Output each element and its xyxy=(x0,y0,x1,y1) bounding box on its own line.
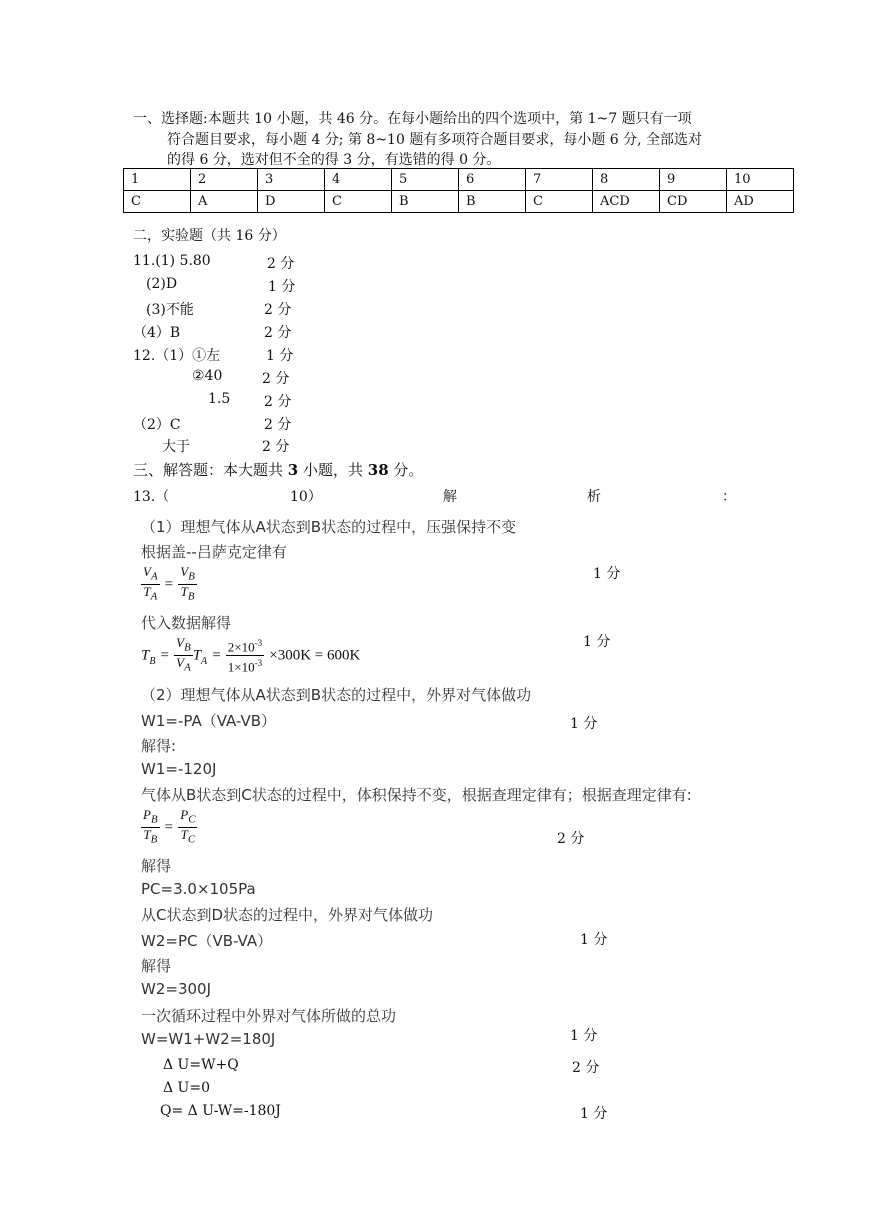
solution-line-p3: 代入数据解得 xyxy=(141,614,232,632)
score-s2: 1 分 xyxy=(583,634,611,650)
formula-gay-lussac: $\frac{V_A}{T_A}$ = $\frac{V_B}{T_B}$ xyxy=(143,564,195,603)
solution-line-p4: （2）理想气体从A状态到B状态的过程中，外界对气体做功 xyxy=(141,686,532,704)
score-s4: 2 分 xyxy=(557,831,585,847)
solution-line-p14: W2=300J xyxy=(141,980,211,998)
solution-line-p17: Δ U=W+Q xyxy=(163,1057,239,1073)
solution-line-p5: W1=-PA（VA-VB） xyxy=(141,712,277,730)
solution-line-p12: W2=PC（VB-VA） xyxy=(141,932,273,950)
table-cell: AD xyxy=(727,191,794,213)
table-cell: C xyxy=(124,191,191,213)
solution-line-p16: W=W1+W2=180J xyxy=(141,1030,276,1048)
table-cell: CD xyxy=(660,191,727,213)
solution-line-p18: Δ U=0 xyxy=(163,1080,210,1096)
q11-2-label: (2)D xyxy=(146,276,178,292)
solution-line-p19: Q= Δ U-W=-180J xyxy=(160,1103,281,1119)
q11-1-score: 2 分 xyxy=(267,256,295,272)
section1-line3: 的得 6 分，选对但不全的得 3 分，有选错的得 0 分。 xyxy=(167,152,501,168)
table-cell: C xyxy=(325,191,392,213)
table-cell: 4 xyxy=(325,169,392,191)
table-cell: 6 xyxy=(459,169,526,191)
section1-line2: 符合题目要求，每小题 4 分; 第 8~10 题有多项符合题目要求，每小题 6 分, 全部选对 xyxy=(167,132,703,148)
solution-line-p11: 从C状态到D状态的过程中，外界对气体做功 xyxy=(141,906,434,924)
table-row-numbers xyxy=(124,169,794,191)
q12-1-score: 1 分 xyxy=(266,348,294,364)
table-cell: 3 xyxy=(258,169,325,191)
score-s1: 1 分 xyxy=(593,566,621,582)
table-row-answers xyxy=(124,191,794,213)
table-cell: 7 xyxy=(526,169,593,191)
table-cell: 9 xyxy=(660,169,727,191)
q12-1b-label: ②40 xyxy=(192,368,223,384)
solution-line-p10: PC=3.0×105Pa xyxy=(141,880,256,898)
q11-4-score: 2 分 xyxy=(264,325,292,341)
section3-title: 三、解答题：本大题共 3 小题，共 38 分。 xyxy=(133,461,424,479)
section2-title: 二，实验题（共 16 分） xyxy=(133,228,286,244)
formula-charles: $\frac{P_B}{T_B}$ = $\frac{P_C}{T_C}$ xyxy=(143,807,196,846)
table-cell: 8 xyxy=(593,169,660,191)
table-cell: 1 xyxy=(124,169,191,191)
q12-2-label: （2）C xyxy=(133,417,181,433)
q12-2-score: 2 分 xyxy=(264,417,292,433)
q12-1b-score: 2 分 xyxy=(262,371,290,387)
q12-2b-score: 2 分 xyxy=(262,439,290,455)
table-cell: 10 xyxy=(727,169,794,191)
score-s3: 1 分 xyxy=(570,716,598,732)
q11-4-label: （4）B xyxy=(133,325,181,341)
q12-1c-score: 2 分 xyxy=(264,394,292,410)
q13-colon: ： xyxy=(722,489,736,505)
score-s5: 1 分 xyxy=(580,932,608,948)
solution-line-p13: 解得 xyxy=(141,957,172,975)
table-cell: C xyxy=(526,191,593,213)
table-cell: B xyxy=(459,191,526,213)
solution-line-p2: 根据盖--吕萨克定律有 xyxy=(141,543,287,561)
score-s8: 1 分 xyxy=(580,1106,608,1122)
q11-1-label: 11.(1) 5.80 xyxy=(133,253,211,269)
solution-line-p6: 解得: xyxy=(141,737,177,755)
q13-xi: 析 xyxy=(587,489,601,505)
solution-line-p9: 解得 xyxy=(141,857,172,875)
q12-2b-label: 大于 xyxy=(162,439,190,455)
score-s6: 1 分 xyxy=(570,1028,598,1044)
solution-line-p8: 气体从B状态到C状态的过程中，体积保持不变，根据查理定律有；根据查理定律有: xyxy=(141,786,692,804)
formula-tb-result: $T_B$ = $\frac{V_B}{V_A}$ $T_A$ = $\frac{2\times 10^{-3}}{1\times 10^{-3}}$ ×300K = 600K xyxy=(141,635,361,674)
score-s7: 2 分 xyxy=(572,1060,600,1076)
table-cell: D xyxy=(258,191,325,213)
table-cell: 2 xyxy=(191,169,258,191)
answer-table xyxy=(123,168,794,213)
q11-3-score: 2 分 xyxy=(264,302,292,318)
q12-1-label: 12.（1）①左 xyxy=(133,348,221,364)
table-cell: B xyxy=(392,191,459,213)
q11-2-score: 1 分 xyxy=(268,279,296,295)
table-cell: A xyxy=(191,191,258,213)
solution-line-p1: （1）理想气体从A状态到B状态的过程中，压强保持不变 xyxy=(141,518,517,536)
q11-3-label: (3)不能 xyxy=(146,302,194,318)
section1-line1: 一、选择题:本题共 10 小题，共 46 分。在每小题给出的四个选项中，第 1~7 题只有一项 xyxy=(133,111,692,127)
table-cell: 5 xyxy=(392,169,459,191)
solution-line-p7: W1=-120J xyxy=(141,760,217,778)
q13-number: 13.（ xyxy=(133,489,170,505)
q13-points: 10） xyxy=(290,489,322,505)
table-cell: ACD xyxy=(593,191,660,213)
solution-line-p15: 一次循环过程中外界对气体所做的总功 xyxy=(141,1007,397,1025)
q13-jie: 解 xyxy=(443,489,457,505)
q12-1c-label: 1.5 xyxy=(208,391,231,407)
